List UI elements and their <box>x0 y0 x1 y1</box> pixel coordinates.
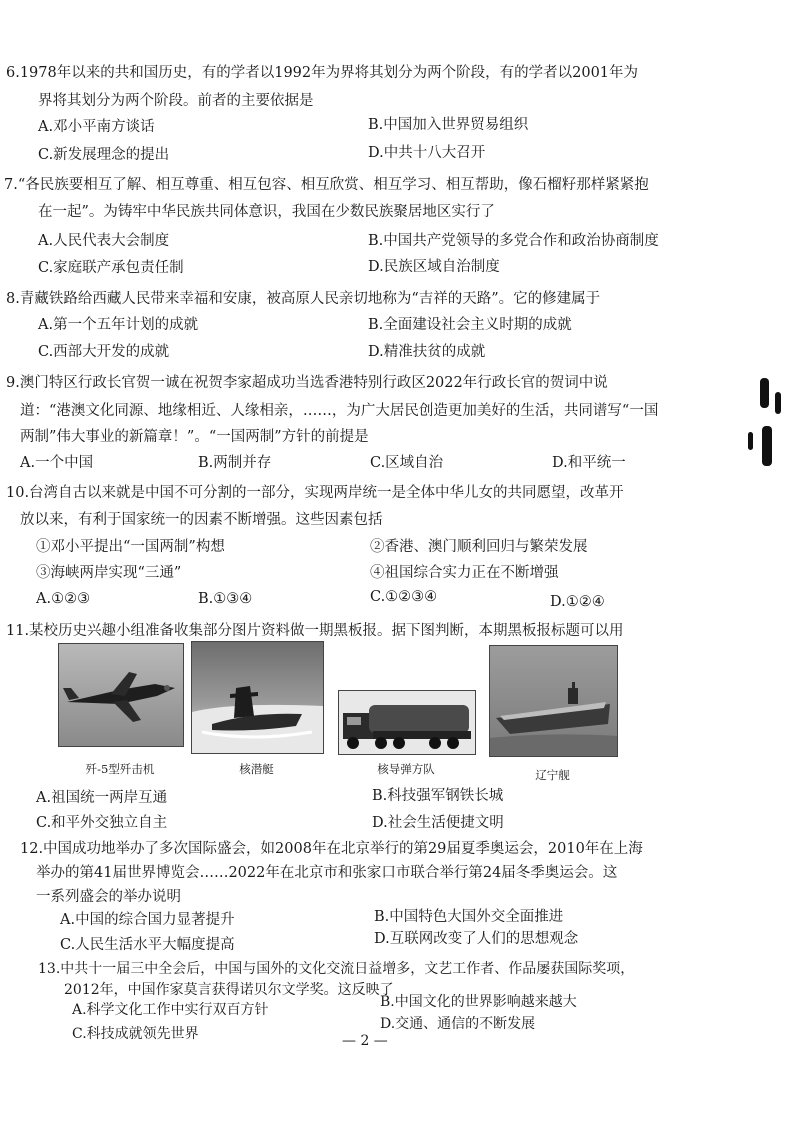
question-8-option-a: A.第一个五年计划的成就 <box>38 317 199 333</box>
question-10-option-c: C.①②③④ <box>370 589 438 605</box>
question-9-option-d: D.和平统一 <box>552 455 626 471</box>
question-10-option-b: B.①③④ <box>198 591 253 607</box>
question-13-line-1: 13.中共十一届三中全会后，中国与国外的文化交流日益增多，文艺工作者、作品屡获国际奖项， <box>38 961 635 977</box>
question-9-option-b: B.两制并存 <box>198 455 272 471</box>
question-12-option-a: A.中国的综合国力显著提升 <box>60 912 235 928</box>
question-8-option-d: D.精准扶贫的成就 <box>368 344 486 360</box>
question-8-option-b: B.全面建设社会主义时期的成就 <box>368 317 572 333</box>
question-9-line-2: 道：“港澳文化同源、地缘相近、人缘相亲，……，为广大居民创造更加美好的生活，共同谱写“一国 <box>20 403 659 419</box>
question-9-option-a: A.一个中国 <box>20 455 94 471</box>
question-11-option-c: C.和平外交独立自主 <box>36 815 168 831</box>
missile-convoy-photo <box>338 690 476 755</box>
submarine-caption: 核潜艇 <box>239 762 274 776</box>
ink-smudge <box>775 392 781 414</box>
jet-fighter-image <box>59 644 183 746</box>
question-11-option-b: B.科技强军钢铁长城 <box>372 788 504 804</box>
question-12-option-b: B.中国特色大国外交全面推进 <box>374 909 564 925</box>
aircraft-carrier-photo <box>489 645 618 757</box>
question-12-line-2: 举办的第41届世界博览会……2022年在北京市和张家口市联合举行第24届冬季奥运会。这 <box>36 865 618 881</box>
question-11-line-1: 11.某校历史兴趣小组准备收集部分图片资料做一期黑板报。据下图判断，本期黑板报标题可以用 <box>6 623 624 639</box>
question-9-line-1: 9.澳门特区行政长官贺一诚在祝贺李家超成功当选香港特别行政区2022年行政长官的贺词中说 <box>6 375 608 391</box>
question-13-line-2: 2012年，中国作家莫言获得诺贝尔文学奖。这反映了 <box>64 982 394 998</box>
question-9-option-c: C.区域自治 <box>370 455 444 471</box>
question-7-option-b: B.中国共产党领导的多党合作和政治协商制度 <box>368 233 659 249</box>
question-10-line-2: 放以来，有利于国家统一的因素不断增强。这些因素包括 <box>20 512 383 528</box>
ink-smudge <box>760 378 769 408</box>
question-6-option-b: B.中国加入世界贸易组织 <box>368 117 529 133</box>
question-6-option-c: C.新发展理念的提出 <box>38 147 170 163</box>
question-8-option-c: C.西部大开发的成就 <box>38 344 170 360</box>
jet-fighter-caption: 歼-5型歼击机 <box>85 762 155 776</box>
ink-smudge <box>762 426 772 466</box>
question-10-option-a: A.①②③ <box>36 591 91 607</box>
question-10-item-3: ③海峡两岸实现“三通” <box>36 565 182 581</box>
question-7-option-d: D.民族区域自治制度 <box>368 259 500 275</box>
question-12-line-3: 一系列盛会的举办说明 <box>36 889 181 905</box>
aircraft-carrier-caption: 辽宁舰 <box>535 768 570 782</box>
ink-smudge <box>748 432 753 450</box>
question-8-line-1: 8.青藏铁路给西藏人民带来幸福和安康，被高原人民亲切地称为“吉祥的天路”。它的修建属于 <box>6 291 601 307</box>
aircraft-carrier-image <box>490 646 617 756</box>
question-10-option-d: D.①②④ <box>550 594 605 610</box>
submarine-photo <box>191 641 324 754</box>
question-6-line-1: 6.1978年以来的共和国历史，有的学者以1992年为界将其划分为两个阶段，有的学者以2001年为 <box>6 65 639 81</box>
question-10-line-1: 10.台湾自古以来就是中国不可分割的一部分，实现两岸统一是全体中华儿女的共同愿望，改革开 <box>6 485 624 501</box>
submarine-image <box>192 642 323 753</box>
question-6-line-2: 界将其划分为两个阶段。前者的主要依据是 <box>38 93 314 109</box>
question-10-item-2: ②香港、澳门顺利回归与繁荣发展 <box>370 539 588 555</box>
question-11-option-a: A.祖国统一两岸互通 <box>36 790 168 806</box>
question-11-option-d: D.社会生活便捷文明 <box>372 815 504 831</box>
missile-convoy-caption: 核导弹方队 <box>377 762 435 776</box>
question-6-option-a: A.邓小平南方谈话 <box>38 119 155 135</box>
question-6-option-d: D.中共十八大召开 <box>368 145 486 161</box>
question-9-line-3: 两制”伟大事业的新篇章！”。“一国两制”方针的前提是 <box>20 429 369 445</box>
question-13-option-d: D.交通、通信的不断发展 <box>380 1016 536 1032</box>
question-7-option-c: C.家庭联产承包责任制 <box>38 260 184 276</box>
question-12-option-c: C.人民生活水平大幅度提高 <box>60 937 235 953</box>
question-7-option-a: A.人民代表大会制度 <box>38 233 170 249</box>
page-number: — 2 — <box>342 1033 388 1049</box>
question-7-line-1: 7.“各民族要相互了解、相互尊重、相互包容、相互欣赏、相互学习、相互帮助，像石榴籽那样紧紧抱 <box>4 177 649 193</box>
question-10-item-4: ④祖国综合实力正在不断增强 <box>370 565 559 581</box>
question-13-option-a: A.科学文化工作中实行双百方针 <box>72 1002 269 1018</box>
missile-convoy-image <box>339 691 475 754</box>
question-10-item-1: ①邓小平提出“一国两制”构想 <box>36 539 225 555</box>
question-12-option-d: D.互联网改变了人们的思想观念 <box>374 931 579 947</box>
question-13-option-b: B.中国文化的世界影响越来越大 <box>380 994 577 1010</box>
question-12-line-1: 12.中国成功地举办了多次国际盛会，如2008年在北京举行的第29届夏季奥运会，2010年在上海 <box>20 841 643 857</box>
question-7-line-2: 在一起”。为铸牢中华民族共同体意识，我国在少数民族聚居地区实行了 <box>38 204 495 220</box>
jet-fighter-photo <box>58 643 184 747</box>
question-13-option-c: C.科技成就领先世界 <box>72 1026 199 1042</box>
